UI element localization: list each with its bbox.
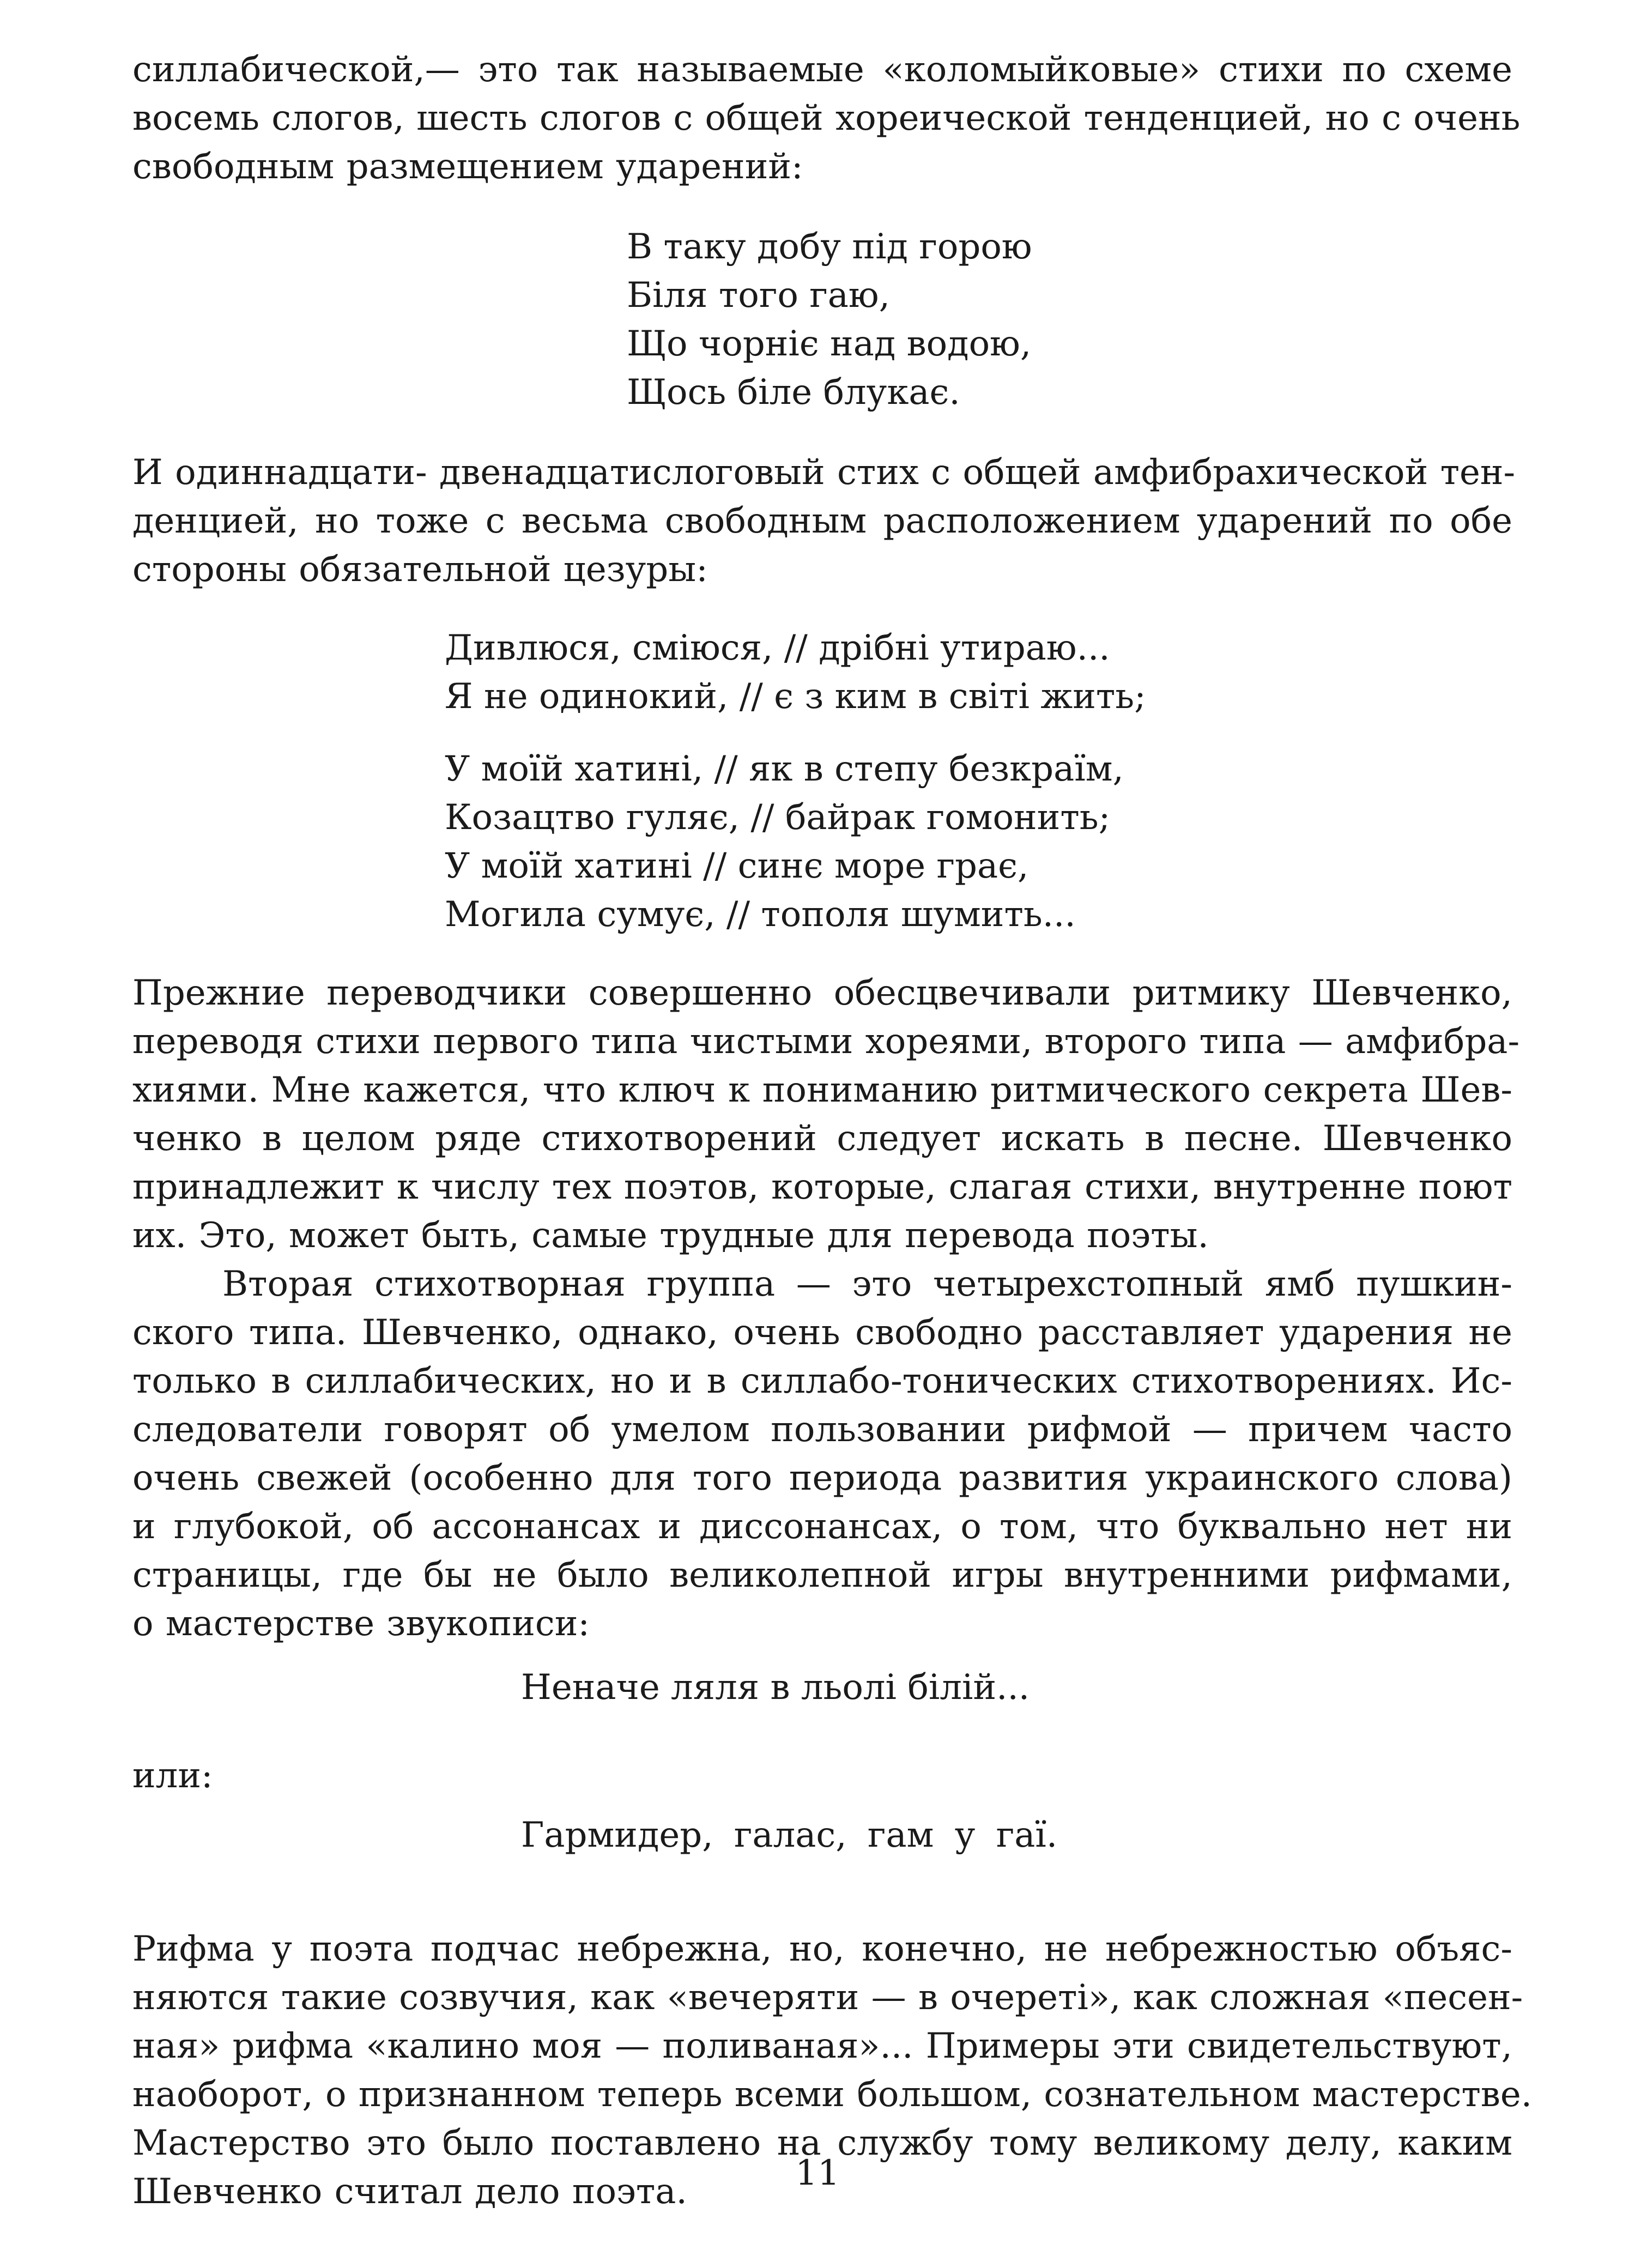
- paragraph-line: хиями. Мне кажется, что ключ к пониманию ритмического секрета Шев-: [132, 1070, 1512, 1110]
- paragraph-line: переводя стихи первого типа чистыми хореями, второго типа — амфибра-: [132, 1021, 1520, 1062]
- paragraph-line: ная» рифма «калино моя — поливаная»... Примеры эти свидетельствуют,: [132, 2026, 1512, 2066]
- paragraph-line: очень свежей (особенно для того периода развития украинского слова): [132, 1458, 1512, 1498]
- verse-line: У моїй хатині // синє море грає,: [445, 846, 1029, 886]
- paragraph-line: И одиннадцати- двенадцатислоговый стих с общей амфибрахической тен-: [132, 452, 1516, 493]
- paragraph-line: силлабической,— это так называемые «коломыйковые» стихи по схеме: [132, 50, 1512, 90]
- paragraph-line: страницы, где бы не было великолепной игры внутренними рифмами,: [132, 1555, 1512, 1595]
- quoted-verse-2: Гармидер, галас, гам у гаї.: [521, 1815, 1058, 1855]
- paragraph-1: [132, 46, 1521, 191]
- text-column: [132, 46, 1533, 2216]
- or-label: или:: [132, 1756, 213, 1796]
- verse-stanza-1: [627, 223, 1512, 417]
- paragraph-line: Прежние переводчики совершенно обесцвечивали ритмику Шевченко,: [132, 973, 1512, 1013]
- paragraph-line: Рифма у поэта подчас небрежна, но, конечно, не небрежностью объяс-: [132, 1929, 1512, 1969]
- paragraph-line: о мастерстве звукописи:: [132, 1604, 590, 1644]
- verse-line: Біля того гаю,: [627, 275, 890, 316]
- quoted-verse-1: Неначе ляля в льолі білій...: [521, 1667, 1030, 1708]
- paragraph-line: и глубокой, об ассонансах и диссонансах, о том, что буквально нет ни: [132, 1507, 1512, 1547]
- paragraph-line: наоборот, о признанном теперь всеми большом, сознательном мастерстве.: [132, 2075, 1533, 2115]
- paragraph-line: следователи говорят об умелом пользовании рифмой — причем часто: [132, 1410, 1512, 1450]
- paragraph-4: [132, 1260, 1512, 1648]
- verse-line: У моїй хатині, // як в степу безкраїм,: [445, 749, 1124, 789]
- verse-line: Що чорніє над водою,: [627, 324, 1032, 364]
- paragraph-line: ского типа. Шевченко, однако, очень свободно расставляет ударения не: [132, 1313, 1512, 1353]
- verse-line: Щось біле блукає.: [627, 372, 960, 413]
- paragraph-line: восемь слогов, шесть слогов с общей хореической тенденцией, но с очень: [132, 98, 1521, 138]
- paragraph-2: [132, 449, 1516, 594]
- paragraph-line: свободным размещением ударений:: [132, 147, 803, 187]
- verse-line: В таку добу під горою: [627, 227, 1032, 267]
- paragraph-line: только в силлабических, но и в силлабо-тонических стихотворениях. Ис-: [132, 1361, 1512, 1401]
- paragraph-line: принадлежит к числу тех поэтов, которые, слагая стихи, внутренне поют: [132, 1167, 1512, 1207]
- paragraph-line: стороны обязательной цезуры:: [132, 549, 708, 590]
- paragraph-line: ченко в целом ряде стихотворений следует искать в песне. Шевченко: [132, 1118, 1512, 1159]
- paragraph-line: денцией, но тоже с весьма свободным расположением ударений по обе: [132, 501, 1512, 541]
- verse-line: Могила сумує, // тополя шумить...: [445, 894, 1076, 935]
- verse-line: Я не одинокий, // є з ким в світі жить;: [445, 676, 1146, 717]
- paragraph-line: их. Это, может быть, самые трудные для перевода поэты.: [132, 1215, 1209, 1256]
- paragraph-3: [132, 969, 1520, 1260]
- verse-stanza-3: [445, 745, 1512, 939]
- verse-line: Дивлюся, сміюся, // дрібні утираю...: [445, 628, 1110, 668]
- verse-stanza-2: [445, 624, 1512, 721]
- paragraph-line: Мастерство это было поставлено на службу тому великому делу, каким: [132, 2123, 1512, 2163]
- paragraph-line: Вторая стихотворная группа — это четырехстопный ямб пушкин-: [222, 1264, 1512, 1304]
- paragraph-line: няются такие созвучия, как «вечеряти — в очереті», как сложная «песен-: [132, 1977, 1523, 2018]
- verse-line: Козацтво гуляє, // байрак гомонить;: [445, 797, 1111, 838]
- paragraph-line: Шевченко считал дело поэта.: [132, 2172, 687, 2212]
- page-number: 11: [795, 2153, 840, 2193]
